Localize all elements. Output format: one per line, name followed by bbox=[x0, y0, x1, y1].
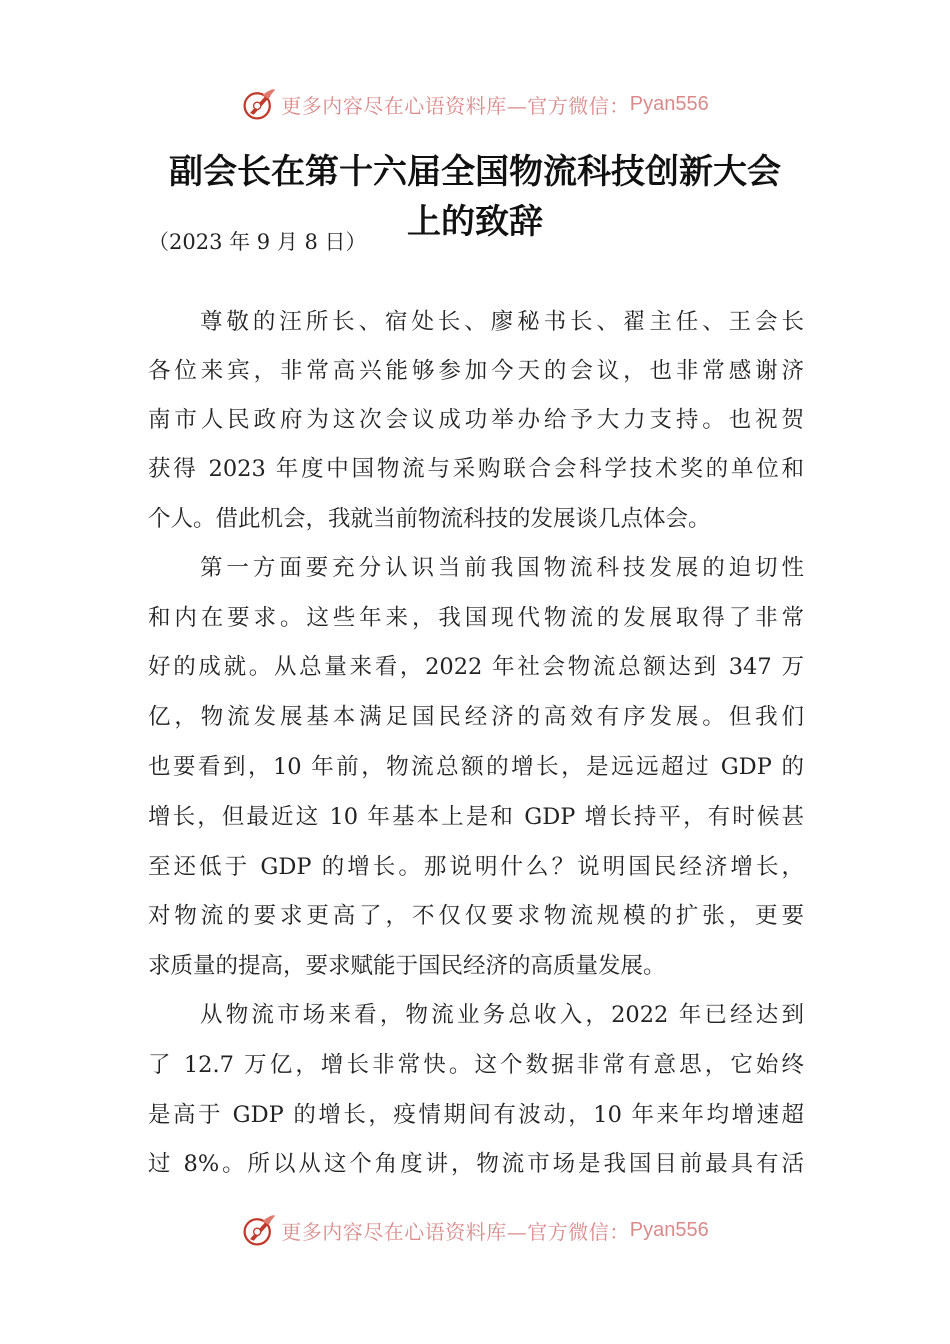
body-line: 个人。借此机会，我就当前物流科技的发展谈几点体会。 bbox=[148, 506, 711, 532]
body-line: 各位来宾，非常高兴能够参加今天的会议，也非常感谢济 bbox=[148, 358, 804, 384]
banner-wechat-id: Pyan556 bbox=[629, 1218, 709, 1241]
body-line: 从物流市场来看，物流业务总收入，2022 年已经达到 bbox=[200, 1002, 804, 1028]
body-line: 了 12.7 万亿，增长非常快。这个数据非常有意思，它始终 bbox=[148, 1052, 804, 1078]
quill-logo-icon bbox=[241, 86, 277, 122]
body-line: 南市人民政府为这次会议成功举办给予大力支持。也祝贺 bbox=[148, 407, 804, 433]
body-line: 求质量的提高，要求赋能于国民经济的高质量发展。 bbox=[148, 953, 666, 979]
document-title-line-2: 上的致辞 bbox=[407, 202, 543, 242]
footer-watermark-banner bbox=[0, 1210, 950, 1250]
body-line: 也要看到，10 年前，物流总额的增长，是远远超过 GDP 的 bbox=[148, 754, 804, 780]
body-line: 和内在要求。这些年来，我国现代物流的发展取得了非常 bbox=[148, 605, 804, 631]
body-line: 好的成就。从总量来看，2022 年社会物流总额达到 347 万 bbox=[148, 654, 804, 680]
body-line: 亿，物流发展基本满足国民经济的高效有序发展。但我们 bbox=[148, 704, 804, 730]
body-line: 对物流的要求更高了，不仅仅要求物流规模的扩张，更要 bbox=[148, 903, 804, 929]
body-line: 是高于 GDP 的增长，疫情期间有波动，10 年来年均增速超 bbox=[148, 1102, 804, 1128]
body-line: 增长，但最近这 10 年基本上是和 GDP 增长持平，有时候甚 bbox=[148, 804, 804, 830]
body-line: 尊敬的汪所长、宿处长、廖秘书长、翟主任、王会长 bbox=[200, 309, 804, 335]
banner-text: 更多内容尽在心语资料库—官方微信： bbox=[281, 1219, 630, 1244]
document-date: （2023 年 9 月 8 日） bbox=[148, 230, 367, 254]
body-line: 至还低于 GDP 的增长。那说明什么？说明国民经济增长， bbox=[148, 854, 804, 880]
banner-text: 更多内容尽在心语资料库—官方微信： bbox=[281, 93, 630, 118]
body-line: 过 8%。所以从这个角度讲，物流市场是我国目前最具有活 bbox=[148, 1151, 804, 1177]
body-line: 第一方面要充分认识当前我国物流科技发展的迫切性 bbox=[200, 555, 804, 581]
body-line: 获得 2023 年度中国物流与采购联合会科学技术奖的单位和 bbox=[148, 456, 804, 482]
quill-logo-icon bbox=[241, 1212, 277, 1248]
document-title-line-1: 副会长在第十六届全国物流科技创新大会 bbox=[169, 152, 781, 192]
header-watermark-banner bbox=[0, 84, 950, 124]
banner-wechat-id: Pyan556 bbox=[629, 92, 709, 115]
